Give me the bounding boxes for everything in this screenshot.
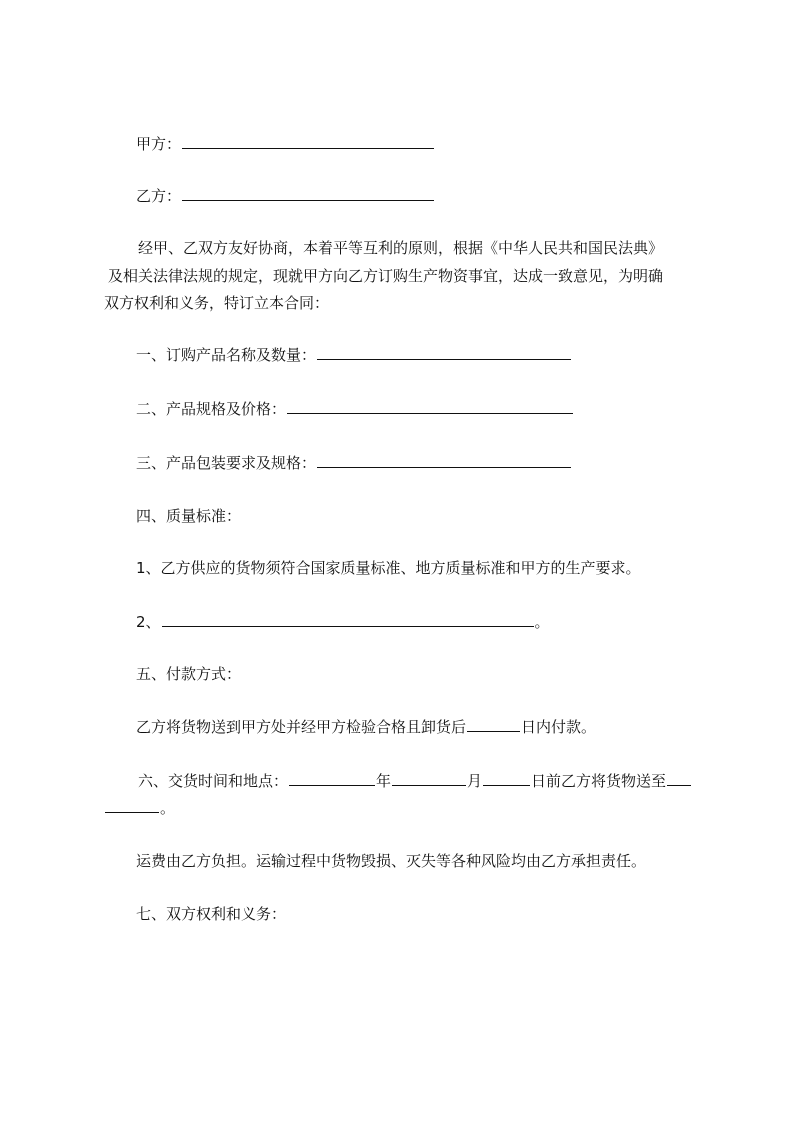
payment-suffix: 日内付款。 — [521, 718, 597, 736]
payment-prefix: 乙方将货物送到甲方处并经甲方检验合格且卸货后 — [136, 718, 467, 736]
section-3-line — [136, 453, 572, 473]
section-1-line — [136, 345, 572, 365]
delivery-year-blank — [289, 772, 375, 786]
party-b-line — [136, 186, 435, 206]
section-7-heading: 七、双方权利和义务： — [136, 905, 287, 923]
intro-line-2: 及相关法律法规的规定，现就甲方向乙方订购生产物资事宜，达成一致意见，为明确 — [108, 267, 664, 285]
delivery-day-blank — [483, 772, 530, 786]
payment-line — [136, 717, 596, 737]
quality-item-2-suffix: 。 — [534, 613, 550, 631]
intro-line-3: 双方权利和义务，特订立本合同： — [104, 294, 330, 312]
intro-line-1: 经甲、乙双方友好协商，本着平等互利的原则，根据《中华人民共和国民法典》 — [138, 239, 664, 257]
section-1-label: 一、订购产品名称及数量： — [136, 346, 317, 364]
section-3-label: 三、产品包装要求及规格： — [136, 454, 317, 472]
section-4-heading: 四、质量标准： — [136, 507, 242, 525]
delivery-place-blank-2 — [105, 799, 159, 813]
party-b-label: 乙方： — [136, 187, 182, 205]
section-2-blank — [287, 400, 573, 414]
delivery-text: 日前乙方将货物送至 — [531, 772, 667, 790]
freight-text: 运费由乙方负担。运输过程中货物毁损、灭失等各种风险均由乙方承担责任。 — [136, 852, 647, 870]
section-2-label: 二、产品规格及价格： — [136, 400, 287, 418]
party-b-blank — [182, 187, 434, 201]
delivery-month-blank — [392, 772, 466, 786]
party-a-label: 甲方： — [136, 135, 182, 153]
delivery-place-blank-1 — [667, 772, 691, 786]
section-6-label: 六、交货时间和地点： — [138, 772, 289, 790]
payment-days-blank — [467, 718, 520, 732]
section-3-blank — [317, 454, 571, 468]
section-5-heading: 五、付款方式： — [136, 665, 242, 683]
quality-item-2-line — [136, 612, 550, 632]
quality-item-2-blank — [162, 613, 534, 627]
delivery-end: 。 — [160, 799, 176, 817]
delivery-year-label: 年 — [376, 772, 392, 790]
delivery-month-label: 月 — [467, 772, 483, 790]
section-2-line — [136, 399, 574, 419]
quality-item-1: 1、乙方供应的货物须符合国家质量标准、地方质量标准和甲方的生产要求。 — [136, 559, 641, 577]
party-a-line — [136, 134, 435, 154]
party-a-blank — [182, 135, 434, 149]
quality-item-2-prefix: 2、 — [136, 613, 161, 631]
delivery-line — [138, 771, 692, 791]
delivery-line-2 — [104, 798, 175, 818]
section-1-blank — [317, 346, 571, 360]
